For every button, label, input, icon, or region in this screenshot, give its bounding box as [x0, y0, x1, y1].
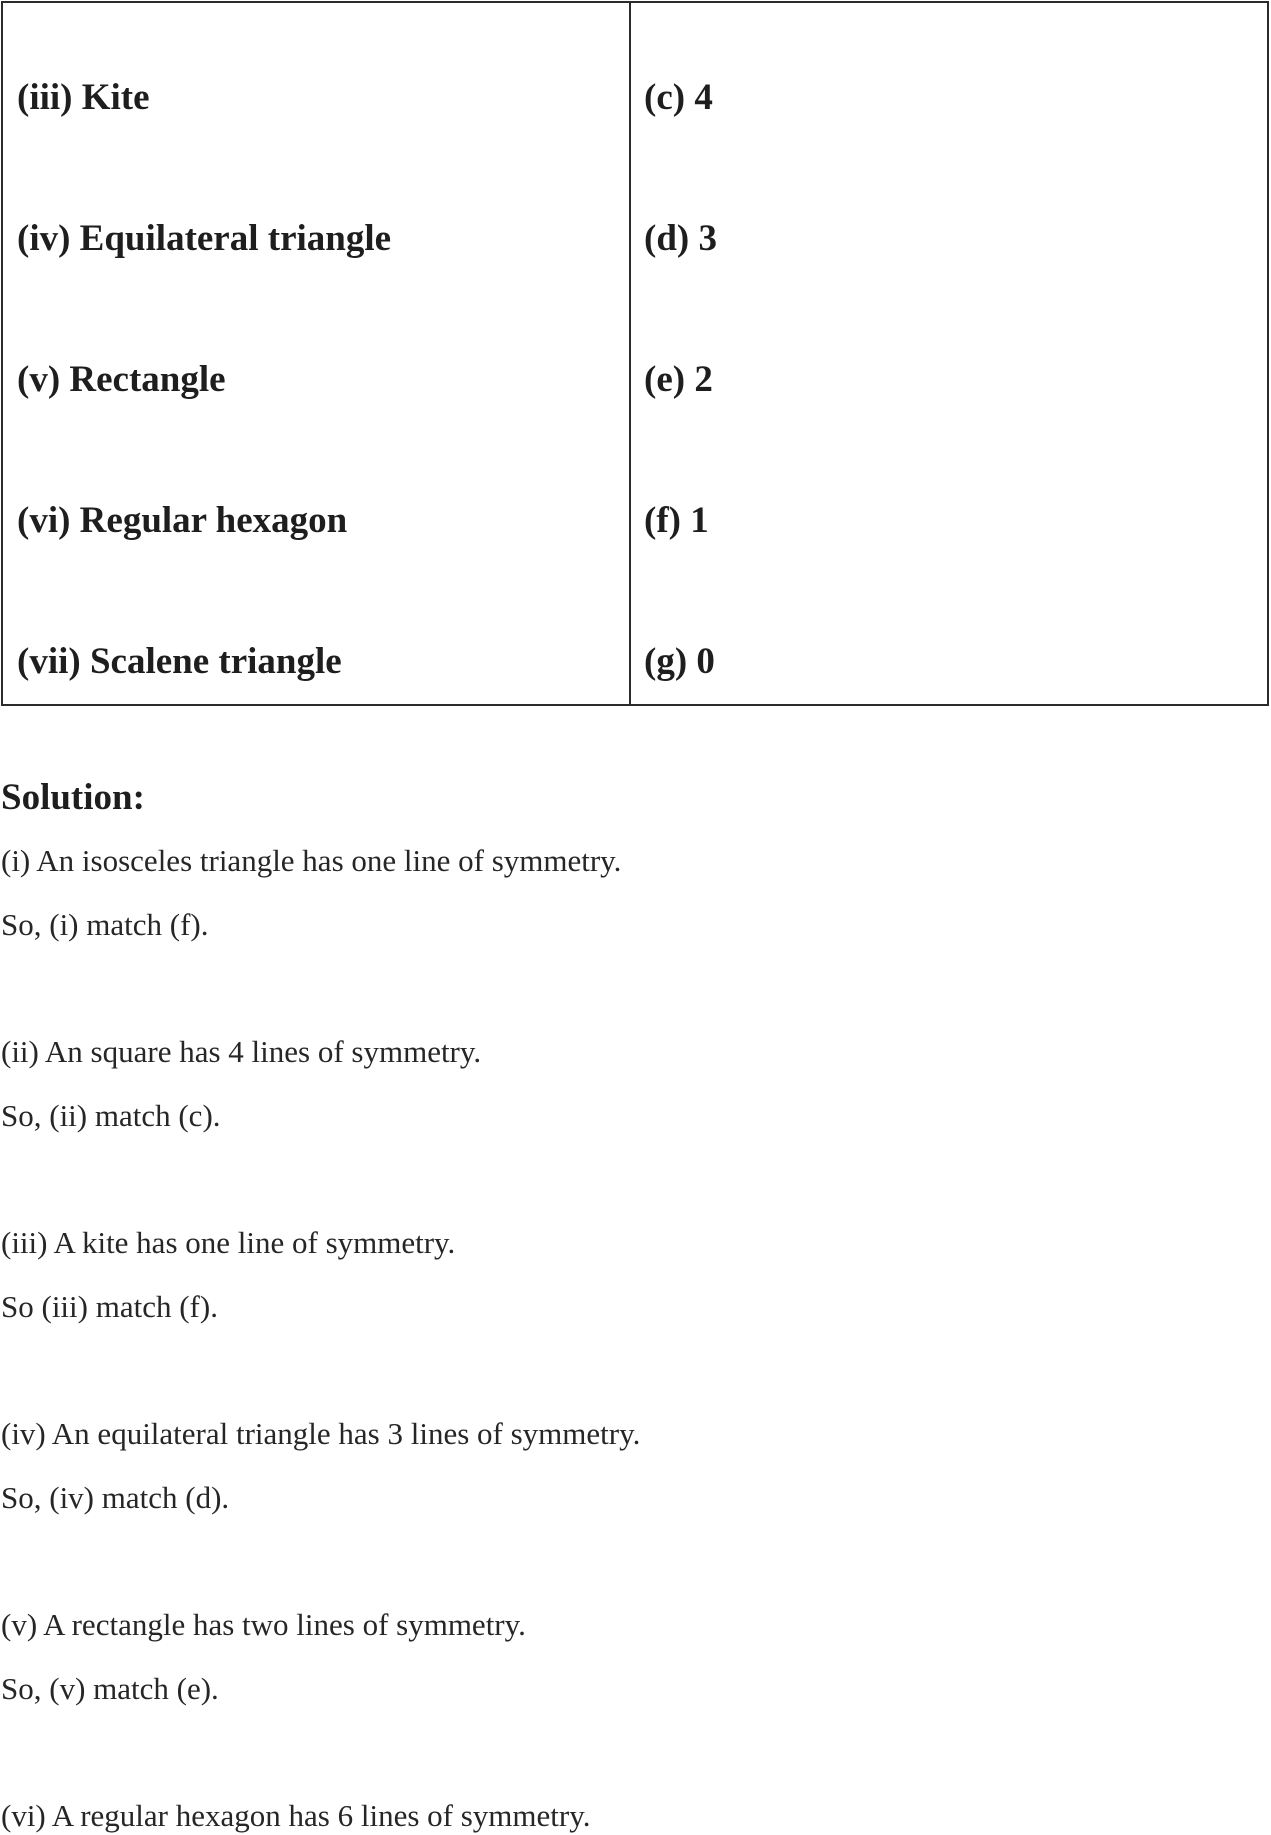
solution-line: (ii) An square has 4 lines of symmetry. [1, 1034, 482, 1069]
shape-cell: (v) Rectangle [17, 359, 226, 400]
solution-line: (v) A rectangle has two lines of symmetry. [1, 1607, 526, 1642]
column-divider [629, 3, 631, 704]
shape-cell: (iii) Kite [17, 77, 150, 118]
solution-line: So, (ii) match (c). [1, 1098, 221, 1133]
lines-cell: (f) 1 [644, 500, 709, 541]
solution-line: (i) An isosceles triangle has one line of symmetry. [1, 843, 622, 878]
match-table [1, 1, 1269, 706]
solution-heading: Solution: [1, 777, 145, 818]
shape-cell: (iv) Equilateral triangle [17, 218, 392, 259]
solution-line: So, (i) match (f). [1, 907, 209, 942]
lines-cell: (d) 3 [644, 218, 717, 259]
lines-cell: (e) 2 [644, 359, 713, 400]
lines-cell: (g) 0 [644, 641, 715, 682]
solution-line: So (iii) match (f). [1, 1289, 218, 1324]
solution-line: (iv) An equilateral triangle has 3 lines of symmetry. [1, 1416, 641, 1451]
shape-cell: (vi) Regular hexagon [17, 500, 348, 541]
solution-line: So, (iv) match (d). [1, 1480, 230, 1515]
lines-cell: (c) 4 [644, 77, 713, 118]
shape-cell: (vii) Scalene triangle [17, 641, 342, 682]
solution-line: (vi) A regular hexagon has 6 lines of symmetry. [1, 1798, 591, 1833]
solution-line: So, (v) match (e). [1, 1671, 219, 1706]
solution-line: (iii) A kite has one line of symmetry. [1, 1225, 456, 1260]
